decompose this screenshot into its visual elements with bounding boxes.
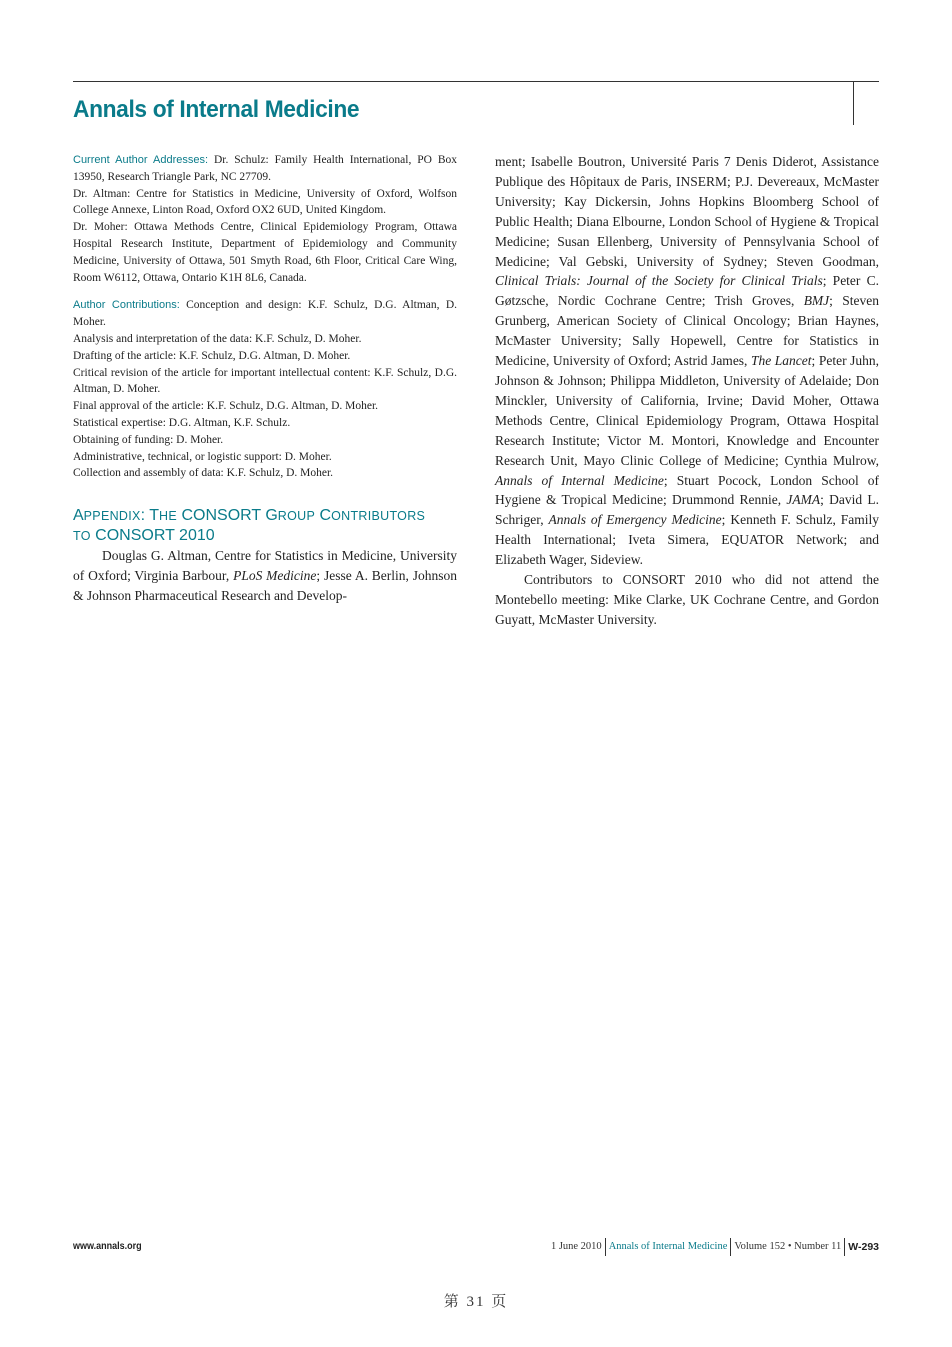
contrib-item: Statistical expertise: D.G. Altman, K.F. Schulz. (73, 416, 291, 429)
footer-page-number: W-293 (844, 1238, 879, 1256)
heading-part: HE (159, 509, 178, 524)
footer-date: 1 June 2010 (550, 1241, 602, 1252)
author-contributions (73, 297, 457, 482)
p1-text: ment; Isabelle Boutron, Université Paris 7 Denis Diderot, Assistance Publique des Hôpitaux de Paris, INSERM; P.J. Devereaux, McMaster University; Kay Dickersin, Johns Hopkins Bloomberg School of Public Health; Diana Elbourne, London School of Hygiene & Tropical Medicine; Susan Ellenberg, University of Pennsylvania School of Medicine; Val Gebski, University of Sydney; Steven Goodman, (495, 154, 879, 269)
heading-part: G (265, 507, 278, 525)
p1-italic: BMJ (803, 293, 830, 309)
heading-part: T (149, 507, 160, 525)
heading-part: A (73, 507, 84, 525)
p1-italic: Annals of Internal Medicine (495, 472, 664, 488)
p1-italic: JAMA (786, 492, 821, 508)
p1-text: ; Kenneth F. Schulz, Family Health International; Iveta Simera, EQUATOR Network; and Elizabeth Wager, Sideview. (495, 512, 879, 568)
heading-part: ONTRIBUTORS (331, 509, 426, 524)
p1-text: ; David L. Schriger, (495, 492, 879, 528)
p1-italic: The Lancet (750, 353, 812, 369)
address-schulz (73, 152, 457, 186)
address-altman: Dr. Altman: Centre for Statistics in Medicine, University of Oxford, Wolfson College Annexe, Linton Road, Oxford OX2 6UD, United Kingdom. (73, 187, 457, 217)
right-column (495, 152, 879, 630)
p1-text: ; Stuart Pocock, London School of Hygiene & Tropical Medicine; Drummond Rennie, (495, 472, 880, 508)
heading-part: CONSORT (177, 507, 266, 525)
heading-part: : (140, 507, 150, 525)
journal-title: Annals of Internal Medicine (73, 96, 360, 123)
p1-italic: Clinical Trials: Journal of the Society for Clinical Trials (495, 273, 823, 289)
footer-citation (548, 1238, 879, 1256)
contrib-item: Analysis and interpretation of the data: K.F. Schulz, D. Moher. (73, 332, 362, 345)
header-rule (73, 81, 879, 82)
header-vertical-rule (853, 81, 854, 125)
heading-part: C (315, 507, 332, 525)
p1-text: ; Steven Grunberg, American Society of Clinical Oncology; Brian Haynes, McMaster University; Sally Hopewell, Centre for Statistics in Medicine, University of Oxford; Astrid James, (495, 293, 879, 369)
contrib-conception (73, 297, 457, 331)
p1-text: ; Jesse A. Berlin, Johnson & Johnson Pharmaceutical Research and Develop- (73, 568, 457, 603)
p1-italic: PLoS Medicine (233, 568, 317, 584)
address-schulz-text: Dr. Schulz: Family Health International, PO Box 13950, Research Triangle Park, NC 27709. (73, 154, 458, 183)
heading-part: ROUP (277, 509, 316, 524)
footer-volume: Volume 152 • Number 11 (730, 1238, 844, 1256)
contrib-item: Drafting of the article: K.F. Schulz, D.G. Altman, D. Moher. (73, 349, 351, 362)
address-moher: Dr. Moher: Ottawa Methods Centre, Clinical Epidemiology Program, Ottawa Hospital Research Institute, Department of Epidemiology and Community Medicine, University of Ottawa, 501 Smyth Road, 6th Floor, Critical Care Wing, Room W6112, Ottawa, Ontario K1H 8L6, Canada. (73, 221, 457, 284)
footer-journal: Annals of Internal Medicine (605, 1238, 731, 1256)
heading-part: CONSORT 2010 (90, 527, 215, 545)
appendix-paragraph-2: Contributors to CONSORT 2010 who did not attend the Montebello meeting: Mike Clarke, UK Cochrane Centre, and Gordon Guyatt, McMaster University. (495, 572, 879, 627)
appendix-heading (73, 506, 457, 546)
page-marker: 第 31 页 (443, 1294, 509, 1310)
contrib-item: Collection and assembly of data: K.F. Schulz, D. Moher. (73, 467, 334, 480)
appendix-paragraph-1-continued (495, 152, 879, 570)
contrib-item: Obtaining of funding: D. Moher. (73, 433, 224, 446)
addresses-label: Current Author Addresses: (73, 154, 209, 166)
contrib-item: Final approval of the article: K.F. Schulz, D.G. Altman, D. Moher. (73, 400, 379, 413)
contrib-item: Critical revision of the article for important intellectual content: K.F. Schulz, D.G. Altman, D. Moher. (73, 366, 457, 396)
contrib-conception-text: Conception and design: K.F. Schulz, D.G. Altman, D. Moher. (73, 299, 458, 329)
left-column (73, 152, 457, 606)
footer-url: www.annals.org (73, 1241, 142, 1252)
p1-text: ; Peter Juhn, Johnson & Johnson; Philippa Middleton, University of Adelaide; Don Minckler, University of California, Irvine; David Moher, Ottawa Methods Centre, Clinical Epidemiology Program, Ottawa Hospital Research Institute; Victor M. Montori, Knowledge and Encounter Research Unit, Mayo Clinic College of Medicine; Cynthia Mulrow, (495, 353, 879, 468)
heading-part: PPENDIX (83, 509, 141, 524)
p1-text: Douglas G. Altman, Centre for Statistics in Medicine, University of Oxford; Virginia Barbour, (73, 548, 457, 584)
heading-part: TO (73, 529, 91, 544)
p1-text: ; Peter C. Gøtzsche, Nordic Cochrane Centre; Trish Groves, (495, 273, 879, 309)
appendix-paragraph-1 (73, 546, 457, 606)
contrib-item: Administrative, technical, or logistic support: D. Moher. (73, 450, 332, 463)
contributions-label: Author Contributions: (73, 299, 180, 312)
p1-italic: Annals of Emergency Medicine (548, 512, 722, 528)
